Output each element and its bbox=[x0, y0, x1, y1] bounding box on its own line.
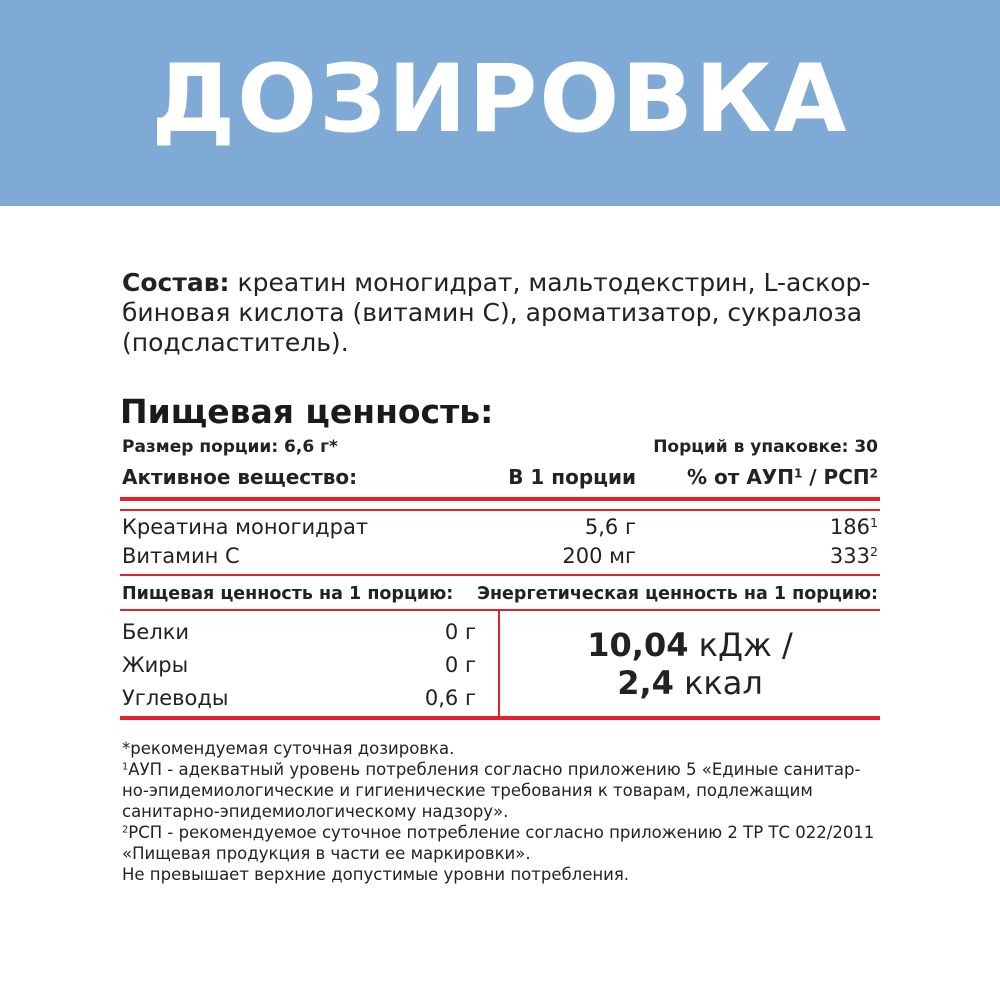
energy-header: Энергетическая ценность на 1 порцию: bbox=[477, 584, 878, 604]
energy-kcal-unit: ккал bbox=[673, 664, 763, 702]
macro-protein-name: Белки bbox=[122, 620, 190, 644]
note-rsp-sup: 2 bbox=[122, 824, 129, 836]
energy-kj-unit: кДж / bbox=[688, 626, 793, 664]
note-rsp-line-1 bbox=[122, 822, 902, 843]
header-percent-aup: % от АУП bbox=[687, 465, 794, 489]
row-creatine-amount: 5,6 г bbox=[584, 515, 636, 539]
row-vitamin-c-percent bbox=[830, 542, 878, 570]
row-vitamin-c-sup: 2 bbox=[869, 544, 878, 560]
macro-fat-name: Жиры bbox=[122, 653, 189, 677]
note-recommended-dose: *рекомендуемая суточная дозировка. bbox=[122, 739, 455, 758]
header-percent-rsp: / РСП bbox=[802, 465, 870, 489]
row-creatine-name: Креатина моногидрат bbox=[122, 515, 369, 539]
note-rsp-text-1: РСП - рекомендуемое суточное потребление согласно приложению 2 ТР ТС 022/2011 bbox=[128, 823, 875, 842]
row-creatine-sup: 1 bbox=[869, 515, 878, 531]
footnotes bbox=[122, 738, 902, 885]
macro-carbs-value: 0,6 г bbox=[424, 686, 476, 710]
macro-fat-value: 0 г bbox=[444, 653, 476, 677]
composition-line-1: креатин моногидрат, мальтодекстрин, L-аскор- bbox=[237, 268, 871, 297]
row-creatine-percent-value: 186 bbox=[829, 515, 870, 539]
header-active-substance: Активное вещество: bbox=[122, 465, 358, 489]
divider-thick-bottom bbox=[120, 716, 880, 720]
divider-mid bbox=[120, 574, 880, 576]
macro-protein-value: 0 г bbox=[444, 620, 476, 644]
header-per-portion: В 1 порции bbox=[508, 465, 636, 489]
note-rsp-line-2: «Пищевая продукция в части ее маркировки». bbox=[122, 844, 531, 863]
row-vitamin-c-amount: 200 мг bbox=[562, 544, 636, 568]
composition-line-2: биновая кислота (витамин С), ароматизатор, сукралоза bbox=[122, 298, 863, 327]
composition-label: Состав: bbox=[122, 268, 230, 297]
servings-per-pack: Порций в упаковке: 30 bbox=[653, 437, 878, 457]
note-aup-line-1 bbox=[122, 759, 902, 780]
energy-kcal-value: 2,4 bbox=[617, 664, 674, 702]
row-vitamin-c-name: Витамин С bbox=[122, 544, 240, 568]
row-creatine-percent bbox=[830, 513, 878, 541]
serving-size: Размер порции: 6,6 г* bbox=[122, 437, 338, 457]
divider-thin-top bbox=[120, 509, 880, 511]
note-aup-line-2: но-эпидемиологические и гигиенические требования к товарам, подлежащим bbox=[122, 781, 813, 800]
macros-header: Пищевая ценность на 1 порцию: bbox=[122, 584, 454, 604]
page-title: ДОЗИРОВКА bbox=[151, 45, 849, 154]
note-upper-limits: Не превышает верхние допустимые уровни потребления. bbox=[122, 865, 630, 884]
header-sup-2: 2 bbox=[869, 466, 878, 481]
divider-thick-top bbox=[120, 497, 880, 501]
note-aup-sup: 1 bbox=[122, 761, 129, 773]
energy-kj-value: 10,04 bbox=[587, 626, 689, 664]
note-aup-line-3: санитарно-эпидемиологическому надзору». bbox=[122, 802, 509, 821]
nutrition-title: Пищевая ценность: bbox=[120, 392, 494, 431]
header-banner bbox=[0, 0, 1000, 206]
header-percent bbox=[687, 463, 878, 491]
header-sup-1: 1 bbox=[793, 466, 803, 481]
energy-value bbox=[500, 626, 880, 702]
divider-sub bbox=[120, 609, 880, 611]
row-vitamin-c-percent-value: 333 bbox=[829, 544, 870, 568]
note-aup-text-1: АУП - адекватный уровень потребления согласно приложению 5 «Единые санитар- bbox=[128, 760, 861, 779]
macro-carbs-name: Углеводы bbox=[122, 686, 229, 710]
composition-text bbox=[122, 268, 892, 358]
composition-line-3: (подсластитель). bbox=[122, 328, 349, 357]
